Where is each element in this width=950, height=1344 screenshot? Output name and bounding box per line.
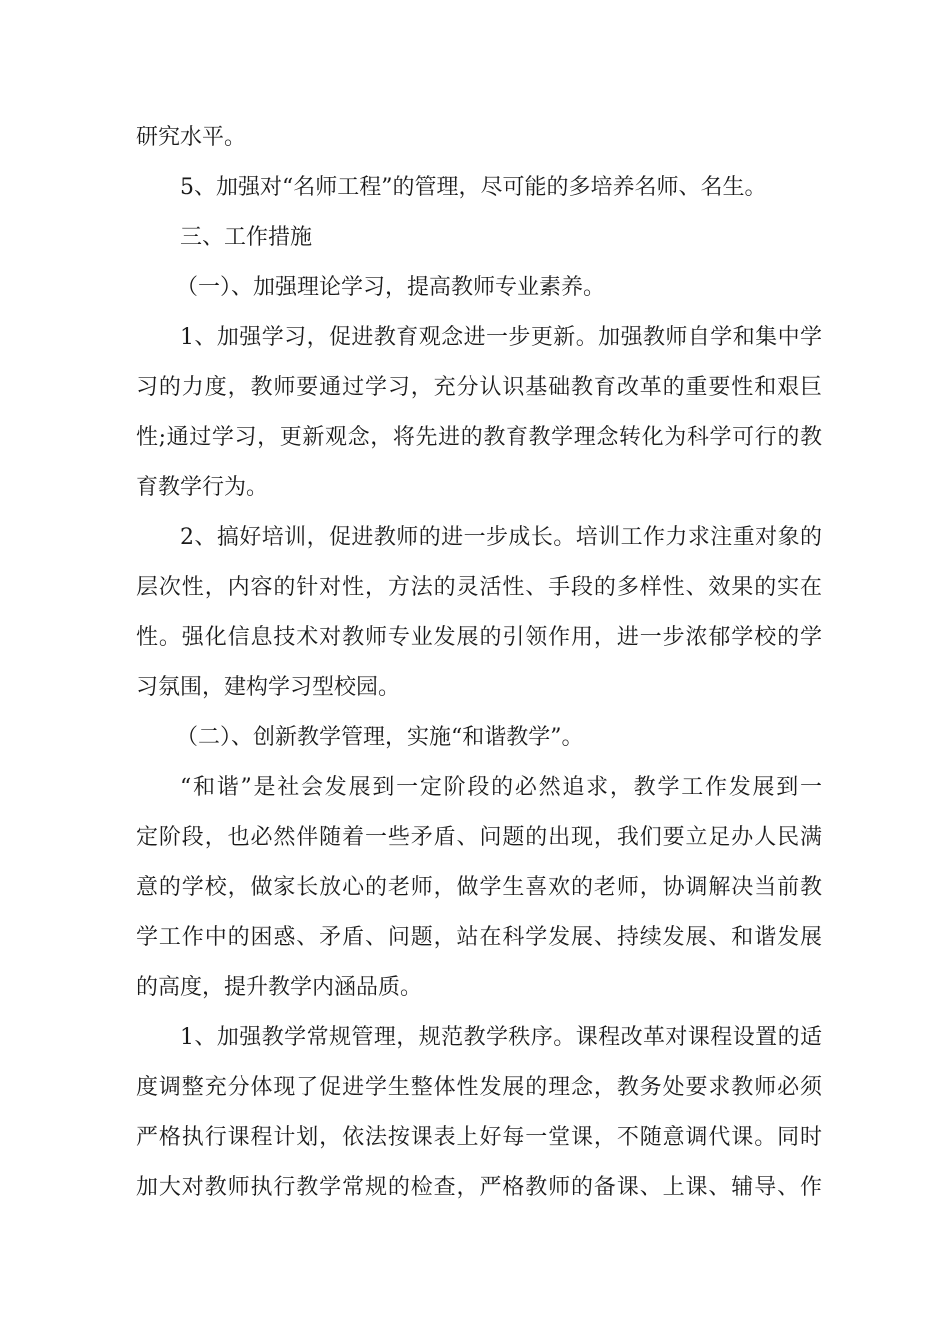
section-heading: 三、工作措施 <box>180 225 313 250</box>
text-line: 层次性，内容的针对性，方法的灵活性、手段的多样性、效果的实在 <box>136 575 822 600</box>
text-line: 1、加强学习，促进教育观念进一步更新。加强教师自学和集中学 <box>180 325 822 350</box>
text-line: 育教学行为。 <box>136 475 269 500</box>
subsection-heading: （二）、创新教学管理，实施“和谐教学”。 <box>176 725 584 750</box>
text-line: “和谐”是社会发展到一定阶段的必然追求，教学工作发展到一 <box>180 775 822 800</box>
text-line: 研究水平。 <box>136 125 247 150</box>
text-line: 意的学校，做家长放心的老师，做学生喜欢的老师，协调解决当前教 <box>136 875 822 900</box>
text-line: 学工作中的困惑、矛盾、问题，站在科学发展、持续发展、和谐发展 <box>136 925 822 950</box>
text-line: 定阶段，也必然伴随着一些矛盾、问题的出现，我们要立足办人民满 <box>136 825 822 850</box>
text-line: 度调整充分体现了促进学生整体性发展的理念，教务处要求教师必须 <box>136 1075 822 1100</box>
text-line: 的高度，提升教学内涵品质。 <box>136 975 423 1000</box>
text-line: 习的力度，教师要通过学习，充分认识基础教育改革的重要性和艰巨 <box>136 375 822 400</box>
text-line: 性。强化信息技术对教师专业发展的引领作用，进一步浓郁学校的学 <box>136 625 822 650</box>
text-line: 习氛围，建构学习型校园。 <box>136 675 401 700</box>
text-line: 严格执行课程计划，依法按课表上好每一堂课，不随意调代课。同时 <box>136 1125 822 1150</box>
text-line: 性;通过学习，更新观念，将先进的教育教学理念转化为科学可行的教 <box>136 425 822 450</box>
text-line: 加大对教师执行教学常规的检查，严格教师的备课、上课、辅导、作 <box>136 1175 822 1200</box>
subsection-heading: （一）、加强理论学习，提高教师专业素养。 <box>176 275 606 300</box>
text-line: 2、搞好培训，促进教师的进一步成长。培训工作力求注重对象的 <box>180 525 822 550</box>
list-item-line: 5、加强对“名师工程”的管理，尽可能的多培养名师、名生。 <box>180 175 767 200</box>
text-line: 1、加强教学常规管理，规范教学秩序。课程改革对课程设置的适 <box>180 1025 822 1050</box>
